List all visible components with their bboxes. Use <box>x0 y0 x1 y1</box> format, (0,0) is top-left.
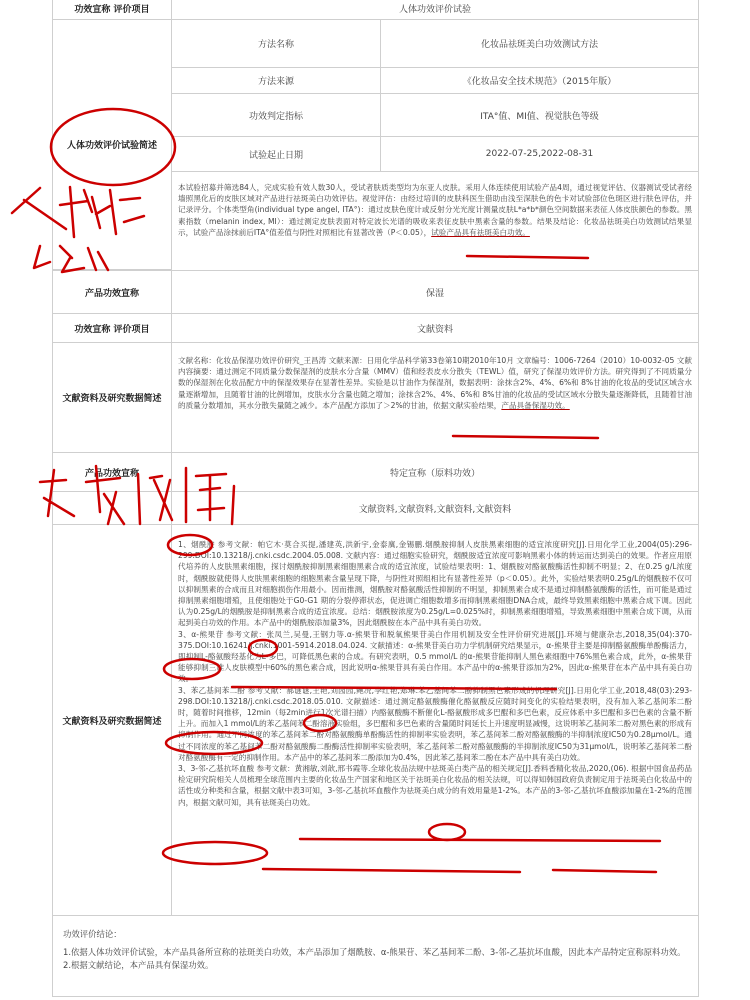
moisture-lit-label: 文献资料及研究数据简述 <box>52 342 172 453</box>
moisture-conclusion: 产品具备保湿功效。 <box>501 400 570 410</box>
date-value: 2022-07-25,2022-08-31 <box>380 136 699 172</box>
conclusion-text: 1.依据人体功效评价试验，本产品具备所宣称的祛斑美白功效，本产品添加了烟酰胺、α-熊果苷、苯乙基间苯二酚、3-邻-乙基抗坏血酸，因此本产品特定宣称原料功效。 2.根据文献结论，本产品具有保湿功效。 <box>63 947 686 970</box>
special-claim-label: 产品功效宣称 <box>52 452 172 492</box>
ethyl-ascorbic-acid-paragraph: 3、3-邻-乙基抗坏血酸 参考文献：黄湘敏,刘歆,邢书霞等.全球化妆品法规中祛斑美白类产品的相关规定[J].香料香精化妆品,2020,(06). 根据中国食品药品检定研究院相关人员梳理全球范围内主要的化妆品生产国家和地区关于祛斑美白化妆品的相关法规，可以得知韩国政府负责制定用于祛斑美白化妆品中的活性成分种类和含量，根据文献中表3可知，3-邻-乙基抗坏血酸作为祛斑美白成分的有效用量是1-2%。本产品的3-邻-乙基抗坏血酸添加量在1-2%的范围内，根据文献可知，具有祛斑美白功效。 <box>178 764 692 807</box>
header-value: 人体功效评价试验 <box>171 0 699 20</box>
method-source-key: 方法来源 <box>171 67 381 94</box>
human-test-summary: 本试验招募并筛选84人，完成实验有效人数30人，受试者肤质类型均为东亚人皮肤。采用人体连续使用试验产品4周，通过视觉评估、仪器测试受试者经墙照黑化后的皮肤区域对产品进行祛斑美白功效评估。视觉评估：由经过培训的皮肤科医生借助由浅至深肤色的色卡对试验部位色斑区进行肤色评估，并记录评分。个体类型角(individual type angel, ITA°)：通过皮肤色度计或反射分光光度计测量皮肤L*a*b*颜色空间数据来表征人体皮肤颜色的参数。黑素指数（melanin index, MI）：通过测定皮肤表面对特定波长光谱的吸收来表征皮肤中黑素含量的参数。结果及结论：化妆品祛斑美白功效测试结果显示，试验产品涂抹前后ITA°值差值与阴性对照相比有显著改善（P＜0.05），试验产品具有祛斑美白功效。 <box>171 171 699 271</box>
moisture-lit-text: 文献名称：化妆品保湿功效评价研究_王昌涛 文献来源：日用化学品科学第33卷第10期2010年10月 文章编号：1006-7264（2010）10-0032-05 文献内容摘要：通过测定不同质量分数保湿剂的皮肤水分含量（MMV）值和经表皮水分散失（TEWL）值，研究了保湿功效评价方法。研究得到了不同质量分数的保湿剂在化妆品配方中的保湿效果存在显著性差异。实验是以甘油作为保湿剂，数据表明：涂抹含2%、4%、6%和 8%甘油的化妆品的受试区域含水量逐渐增加，且随着甘油的比例增加，皮肤水分含量也随之增加；涂抹含2%、4%、6%和 8%甘油的化妆品的受试区域水分散失量逐渐降低，且随着甘油的质量分数增加，其水分散失量随之减少。本产品配方添加了＞2%的甘油，依据文献实验结果，产品具备保湿功效。 <box>171 342 699 453</box>
method-name-key: 方法名称 <box>171 19 381 68</box>
special-eval-value: 文献资料,文献资料,文献资料,文献资料 <box>171 491 699 525</box>
method-source-value: 《化妆品安全技术规范》（2015年版） <box>380 67 699 94</box>
special-lit-text <box>171 524 699 916</box>
special-lit-label: 文献资料及研究数据简述 <box>52 524 172 916</box>
moisture-claim-label: 产品功效宣称 <box>52 270 172 314</box>
indicator-value: ITA°值、MI值、视觉肤色等级 <box>380 93 699 137</box>
human-test-conclusion: 试验产品具有祛斑美白功效。 <box>431 227 530 237</box>
phenylethyl-resorcinol-paragraph: 3、苯乙基间苯二酚 参考文献：郝谜谜,王艳,刘园园,鲍况,李红艳,郑琳.苯乙基间苯二酚抑制黑色素形成的机理研究[J].日用化学工业,2018,48(03):293-298.DOI:10.13218/j.cnki.csdc.2018.05.010. 文献描述：通过测定酪氨酸酶催化酪氨酸反应随时间变化的实验结果表明，没有加入苯乙基间苯二酚时，随着时间推移，12min（每2min进行1次光谱扫描）内酪氨酸酶不断催化L-酪氨酸形成多巴醌和多巴色素，反应体系中多巴醌和多巴色素的含量不断上升。而加入1 mmol/L的苯乙基间苯二酚溶液实验组，多巴醌和多巴色素的含量随时间延长上升速度明显减慢，这说明苯乙基间苯二酚对黑色素的形成有抑制作用。通过不同浓度的苯乙基间苯二酚对酪氨酸酶单酚酶活性的抑制率实验表明，苯乙基间苯二酚对酪氨酸酶的半抑制浓度IC50为0.28μmol/L。通过不同浓度的苯乙基间苯二酚对酪氨酸酶二酚酶活性抑制率实验表明，苯乙基间苯二酚对酪氨酸酶的半抑制浓度IC50为31μmol/L，说明苯乙基间苯二酚对酪氨酸酶有一定的抑制作用。本产品中的苯乙基间苯二酚添加为0.4%，因此苯乙基间苯二酚在本产品中具有美白功效。 <box>178 685 692 762</box>
human-test-label: 人体功效评价试验简述 <box>52 19 172 270</box>
conclusion-box <box>52 915 699 997</box>
special-claim-value: 特定宣称（原料功效） <box>171 452 699 492</box>
conclusion-title: 功效评价结论： <box>63 929 122 939</box>
moisture-eval-label: 功效宣称 评价项目 <box>52 313 172 343</box>
arbutin-paragraph: 3、α-熊果苷 参考文献：张凤兰,吴曼,王钢力等.α-熊果苷和脱氧熊果苷美白作用机制及安全性评价研究进展[J].环境与健康杂志,2018,35(04):370-375.DOI:10.16241/j.cnki.1001-5914.2018.04.024. 文献描述：α-熊果苷美白功力学机制研究结果显示，α-熊果苷主要是抑制酪氨酸酶单酚酶活力，即抑制L-酪氨酸羟基化为L-多巴，可降低黑色素的合成。有研究表明，0.5 mmol/L 的α-熊果苷能抑制人黑色素细胞中76%黑色素合成，此外，α-熊果苷能够抑制三维人皮肤模型中60%的黑色素合成，因此说明α-熊果苷具有美白作用。本产品中的α-熊果苷添加为2%，因此α-熊果苷在本产品中具有美白功效。 <box>178 629 692 684</box>
indicator-key: 功效判定指标 <box>171 93 381 137</box>
header-label: 功效宣称 评价项目 <box>52 0 172 20</box>
moisture-eval-value: 文献资料 <box>171 313 699 343</box>
method-name-value: 化妆品祛斑美白功效测试方法 <box>380 19 699 68</box>
special-eval-label <box>52 491 172 525</box>
moisture-claim-value: 保湿 <box>171 270 699 314</box>
nicotinamide-paragraph: 1、烟酰胺 参考文献：帕它木·莫合买提,潘建英,洪新宇,金泰廙,金锡鹏.烟酰胺抑制人皮肤黑素细胞的适宜浓度研究[J].日用化学工业,2004(05):296-299.DOI:10.13218/j.cnki.csdc.2004.05.008. 文献内容：通过细胞实验研究，烟酰胺适宜浓度可影响黑素小体的转运而达到美白的效果。作者应用原代培养的人皮肤黑素细胞，探讨烟酰胺抑制黑素细胞黑素合成的适宜浓度，试验结果表明：1、烟酰胺对酪氨酸酶活性抑制不明显；2、在0.25 g/L浓度时，烟酰胺就使得人皮肤黑素细胞的细胞黑素含量呈现下降，与阴性对照组相比有显著性差异（p＜0.05）。此外，实验结果表明0.25g/L的烟酰胺不仅可以抑制黑素的合成而且对细胞损伤作用最小。因而推测，烟酰胺对酪氨酸活性抑制的不明显，抑制黑素合成不是通过抑制酪氨酸酶的活性，而可能是通过抑制黑素细胞增殖，且使细胞处于G0-G1 期的分裂停滞状态，促进调亡细胞数增多而抑制黑素细胞DNA合成，最终导致黑素细胞中黑素合成下调。因此认为0.25g/L的烟酰胺是抑制黑素合成的适宜浓度。总结：烟酰胺浓度为0.25g/L=0.025%时，抑制黑素细胞增殖，导致黑素细胞中黑素合成下调，从而起到美白功效的作用。本产品中的烟酰胺添加量3%，因此烟酰胺在本产品中具有美白功效。 <box>178 540 692 628</box>
date-key: 试验起止日期 <box>171 136 381 172</box>
